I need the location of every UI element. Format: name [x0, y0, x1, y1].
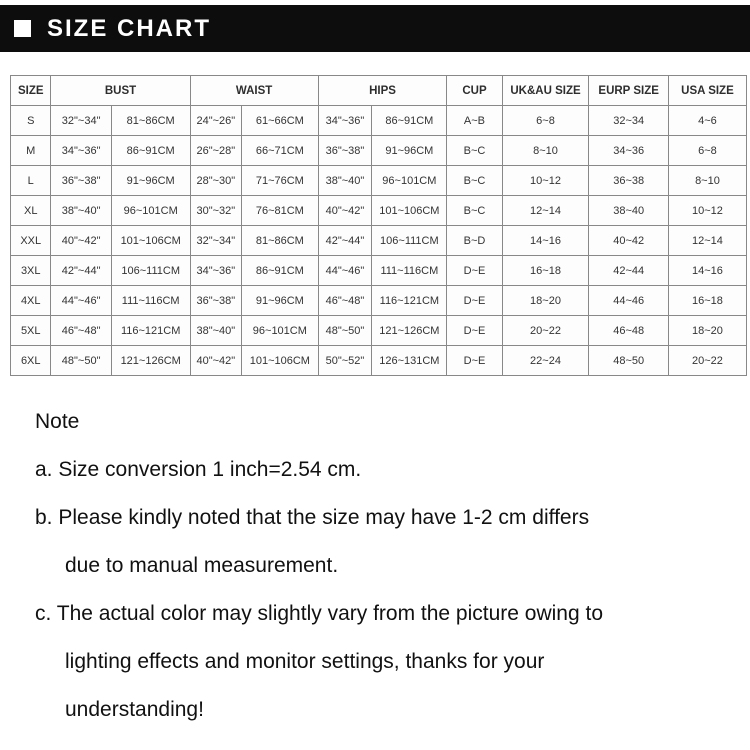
data-cell: 116~121CM — [111, 316, 190, 346]
data-cell: 16~18 — [668, 286, 746, 316]
data-cell: 10~12 — [502, 166, 589, 196]
data-cell: 48"~50" — [51, 346, 111, 376]
data-cell: 24"~26" — [190, 106, 242, 136]
data-cell: 12~14 — [668, 226, 746, 256]
size-label-cell: M — [11, 136, 51, 166]
column-header-usa-size: USA SIZE — [668, 76, 746, 106]
note-line: understanding! — [65, 698, 204, 721]
size-label-cell: 4XL — [11, 286, 51, 316]
data-cell: 20~22 — [668, 346, 746, 376]
size-label-cell: 6XL — [11, 346, 51, 376]
data-cell: 50"~52" — [318, 346, 372, 376]
data-cell: 36"~38" — [318, 136, 372, 166]
data-cell: 46"~48" — [51, 316, 111, 346]
data-cell: 71~76CM — [242, 166, 319, 196]
column-header-cup: CUP — [447, 76, 502, 106]
data-cell: 111~116CM — [372, 256, 447, 286]
page-title: SIZE CHART — [47, 14, 211, 42]
size-label-cell: 3XL — [11, 256, 51, 286]
data-cell: 6~8 — [502, 106, 589, 136]
data-cell: 6~8 — [668, 136, 746, 166]
size-table — [10, 75, 747, 376]
size-label-cell: XXL — [11, 226, 51, 256]
data-cell: D~E — [447, 286, 502, 316]
column-header-uk-au-size: UK&AU SIZE — [502, 76, 589, 106]
data-cell: 36"~38" — [190, 286, 242, 316]
column-header-waist: WAIST — [190, 76, 318, 106]
square-bullet-icon — [14, 20, 31, 37]
notes-list — [35, 446, 735, 734]
data-cell: 38~40 — [589, 196, 668, 226]
data-cell: 42"~44" — [51, 256, 111, 286]
column-header-hips: HIPS — [318, 76, 447, 106]
size-label-cell: 5XL — [11, 316, 51, 346]
data-cell: 121~126CM — [111, 346, 190, 376]
data-cell: 40"~42" — [51, 226, 111, 256]
notes-heading: Note — [35, 410, 80, 433]
data-cell: 66~71CM — [242, 136, 319, 166]
data-cell: 61~66CM — [242, 106, 319, 136]
data-cell: 42~44 — [589, 256, 668, 286]
data-cell: 96~101CM — [372, 166, 447, 196]
table-row-xxl — [11, 226, 747, 256]
data-cell: 40"~42" — [318, 196, 372, 226]
column-header-size: SIZE — [11, 76, 51, 106]
data-cell: 28"~30" — [190, 166, 242, 196]
note-item — [35, 446, 735, 494]
note-item — [35, 590, 735, 734]
notes-section — [35, 398, 735, 734]
table-row-m — [11, 136, 747, 166]
data-cell: 40~42 — [589, 226, 668, 256]
size-label-cell: L — [11, 166, 51, 196]
data-cell: 76~81CM — [242, 196, 319, 226]
data-cell: 36~38 — [589, 166, 668, 196]
data-cell: D~E — [447, 346, 502, 376]
data-cell: 8~10 — [502, 136, 589, 166]
data-cell: 30"~32" — [190, 196, 242, 226]
data-cell: 96~101CM — [242, 316, 319, 346]
table-row-3xl — [11, 256, 747, 286]
data-cell: 40"~42" — [190, 346, 242, 376]
data-cell: 106~111CM — [372, 226, 447, 256]
data-cell: 34~36 — [589, 136, 668, 166]
data-cell: 32"~34" — [190, 226, 242, 256]
data-cell: 16~18 — [502, 256, 589, 286]
data-cell: 14~16 — [668, 256, 746, 286]
data-cell: B~C — [447, 136, 502, 166]
data-cell: 46"~48" — [318, 286, 372, 316]
size-label-cell: S — [11, 106, 51, 136]
data-cell: B~C — [447, 196, 502, 226]
data-cell: B~D — [447, 226, 502, 256]
data-cell: 48~50 — [589, 346, 668, 376]
note-line: b. Please kindly noted that the size may have 1-2 cm differs — [35, 506, 590, 529]
data-cell: 86~91CM — [242, 256, 319, 286]
data-cell: 38"~40" — [190, 316, 242, 346]
data-cell: 44"~46" — [318, 256, 372, 286]
data-cell: 81~86CM — [111, 106, 190, 136]
data-cell: 126~131CM — [372, 346, 447, 376]
data-cell: 96~101CM — [111, 196, 190, 226]
data-cell: 101~106CM — [242, 346, 319, 376]
data-cell: 4~6 — [668, 106, 746, 136]
header-row — [11, 76, 747, 106]
table-row-4xl — [11, 286, 747, 316]
data-cell: 116~121CM — [372, 286, 447, 316]
data-cell: B~C — [447, 166, 502, 196]
title-bar — [0, 5, 750, 52]
note-item — [35, 494, 735, 590]
data-cell: 18~20 — [502, 286, 589, 316]
data-cell: 44"~46" — [51, 286, 111, 316]
table-row-s — [11, 106, 747, 136]
data-cell: 18~20 — [668, 316, 746, 346]
data-cell: 20~22 — [502, 316, 589, 346]
data-cell: 46~48 — [589, 316, 668, 346]
note-line: due to manual measurement. — [65, 554, 339, 577]
data-cell: 91~96CM — [242, 286, 319, 316]
data-cell: 38"~40" — [318, 166, 372, 196]
data-cell: 86~91CM — [111, 136, 190, 166]
table-row-xl — [11, 196, 747, 226]
data-cell: 101~106CM — [372, 196, 447, 226]
data-cell: 44~46 — [589, 286, 668, 316]
data-cell: 32"~34" — [51, 106, 111, 136]
data-cell: 111~116CM — [111, 286, 190, 316]
data-cell: 34"~36" — [190, 256, 242, 286]
data-cell: 12~14 — [502, 196, 589, 226]
note-line: lighting effects and monitor settings, thanks for your — [65, 650, 545, 673]
data-cell: 36"~38" — [51, 166, 111, 196]
data-cell: 34"~36" — [51, 136, 111, 166]
data-cell: A~B — [447, 106, 502, 136]
data-cell: 48"~50" — [318, 316, 372, 346]
data-cell: 91~96CM — [372, 136, 447, 166]
size-table-body — [11, 106, 747, 376]
data-cell: 10~12 — [668, 196, 746, 226]
data-cell: 81~86CM — [242, 226, 319, 256]
data-cell: 8~10 — [668, 166, 746, 196]
data-cell: 106~111CM — [111, 256, 190, 286]
table-row-5xl — [11, 316, 747, 346]
size-label-cell: XL — [11, 196, 51, 226]
data-cell: 32~34 — [589, 106, 668, 136]
note-line: c. The actual color may slightly vary from the picture owing to — [35, 602, 604, 625]
table-row-6xl — [11, 346, 747, 376]
column-header-eurp-size: EURP SIZE — [589, 76, 668, 106]
size-table-header — [11, 76, 747, 106]
data-cell: D~E — [447, 256, 502, 286]
data-cell: 121~126CM — [372, 316, 447, 346]
note-line: a. Size conversion 1 inch=2.54 cm. — [35, 458, 362, 481]
table-row-l — [11, 166, 747, 196]
data-cell: 38"~40" — [51, 196, 111, 226]
data-cell: 14~16 — [502, 226, 589, 256]
data-cell: 91~96CM — [111, 166, 190, 196]
column-header-bust: BUST — [51, 76, 190, 106]
data-cell: 22~24 — [502, 346, 589, 376]
data-cell: 86~91CM — [372, 106, 447, 136]
data-cell: D~E — [447, 316, 502, 346]
data-cell: 42"~44" — [318, 226, 372, 256]
data-cell: 26"~28" — [190, 136, 242, 166]
data-cell: 34"~36" — [318, 106, 372, 136]
data-cell: 101~106CM — [111, 226, 190, 256]
